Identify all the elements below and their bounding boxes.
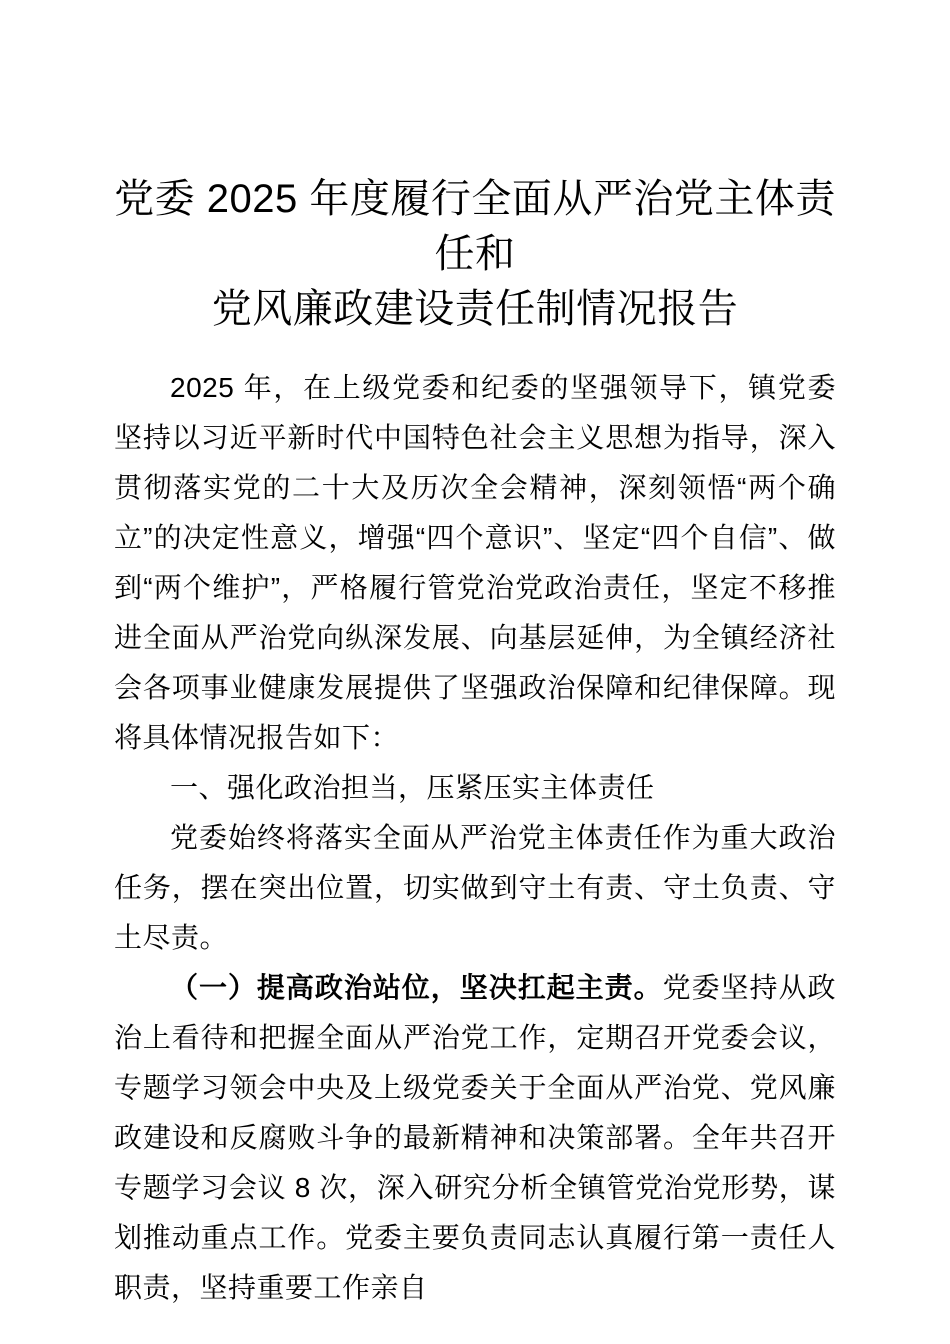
- document-title-line-2: 党风廉政建设责任制情况报告: [211, 287, 739, 331]
- document-title-line-1: 党委 2025 年度履行全面从严治党主体责任和: [114, 177, 836, 276]
- paragraph-section-1-summary: 党委始终将落实全面从严治党主体责任作为重大政治任务，摆在突出位置，切实做到守土有责、守土负责、守土尽责。: [114, 822, 836, 953]
- section-heading-1: 一、强化政治担当，压紧压实主体责任: [170, 772, 655, 803]
- subsection-1-1-bold-lead: （一）提高政治站位，坚决扛起主责。: [170, 972, 663, 1003]
- paragraph-intro: 2025 年，在上级党委和纪委的坚强领导下，镇党委坚持以习近平新时代中国特色社会主义思想为指导，深入贯彻落实党的二十大及历次全会精神，深刻领悟“两个确立”的决定性意义，增强“四个意识”、坚定“四个自信”、做到“两个维护”，严格履行管党治党政治责任，坚定不移推进全面从严治党向纵深发展、向基层延伸，为全镇经济社会各项事业健康发展提供了坚强政治保障和纪律保障。现将具体情况报告如下：: [114, 372, 836, 753]
- paragraph-subsection-1-1: [114, 963, 836, 1313]
- subsection-1-1-body-text: 党委坚持从政治上看待和把握全面从严治党工作，定期召开党委会议，专题学习领会中央及上级党委关于全面从严治党、党风廉政建设和反腐败斗争的最新精神和决策部署。全年共召开专题学习会议 8 次，深入研究分析全镇管党治党形势，谋划推动重点工作。党委主要负责同志认真履行第一责任人职责，坚持重要工作亲自: [114, 972, 836, 1303]
- document-title: [114, 172, 836, 337]
